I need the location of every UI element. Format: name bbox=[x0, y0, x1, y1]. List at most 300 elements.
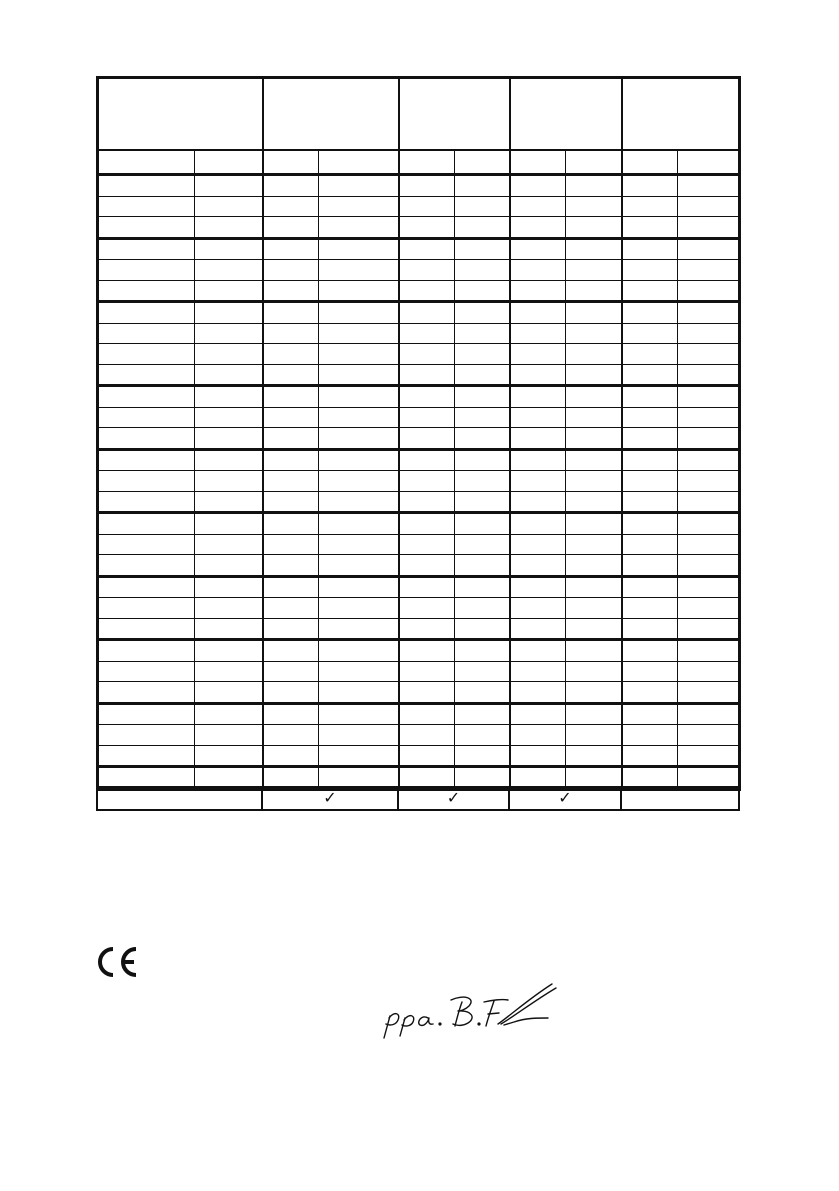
table-cell bbox=[622, 640, 678, 662]
sub-header-cell bbox=[263, 150, 319, 175]
table-row bbox=[98, 576, 740, 598]
table-cell bbox=[678, 471, 740, 492]
table-cell bbox=[510, 196, 566, 217]
signature bbox=[380, 978, 565, 1042]
table-cell bbox=[263, 196, 319, 217]
table-row bbox=[98, 534, 740, 555]
table-cell bbox=[399, 661, 455, 682]
table-cell bbox=[399, 323, 455, 344]
table-cell bbox=[399, 491, 455, 513]
table-cell bbox=[98, 428, 195, 450]
table-row bbox=[98, 407, 740, 428]
table-cell bbox=[263, 682, 319, 704]
table-cell bbox=[195, 196, 263, 217]
sub-header-row bbox=[98, 150, 740, 175]
table-cell bbox=[195, 386, 263, 408]
table-cell bbox=[319, 364, 399, 386]
sub-header-cell bbox=[98, 150, 195, 175]
table-cell bbox=[263, 513, 319, 535]
check-mark-cell bbox=[621, 787, 739, 810]
table-cell bbox=[399, 745, 455, 767]
table-cell bbox=[678, 576, 740, 598]
table-cell bbox=[98, 217, 195, 239]
table-cell bbox=[622, 471, 678, 492]
table-cell bbox=[263, 449, 319, 471]
table-cell bbox=[399, 344, 455, 365]
table-cell bbox=[678, 217, 740, 239]
table-row bbox=[98, 196, 740, 217]
table-cell bbox=[98, 598, 195, 619]
table-cell bbox=[195, 471, 263, 492]
table-cell bbox=[319, 471, 399, 492]
table-cell bbox=[263, 217, 319, 239]
table-cell bbox=[566, 260, 622, 281]
table-cell bbox=[622, 302, 678, 324]
table-cell bbox=[622, 555, 678, 577]
table-cell bbox=[195, 344, 263, 365]
table-cell bbox=[399, 471, 455, 492]
table-cell bbox=[622, 513, 678, 535]
table-cell bbox=[263, 323, 319, 344]
table-cell bbox=[319, 407, 399, 428]
table-cell bbox=[510, 576, 566, 598]
table-cell bbox=[399, 555, 455, 577]
table-cell bbox=[319, 640, 399, 662]
table-cell bbox=[510, 661, 566, 682]
table-cell bbox=[263, 175, 319, 197]
table-cell bbox=[98, 661, 195, 682]
table-cell bbox=[678, 175, 740, 197]
table-cell bbox=[399, 280, 455, 302]
table-cell bbox=[455, 703, 510, 725]
table-cell bbox=[678, 640, 740, 662]
table-cell bbox=[455, 175, 510, 197]
table-cell bbox=[263, 302, 319, 324]
table-cell bbox=[98, 618, 195, 640]
table-cell bbox=[622, 428, 678, 450]
table-row bbox=[98, 302, 740, 324]
table-cell bbox=[566, 471, 622, 492]
table-cell bbox=[319, 598, 399, 619]
table-cell bbox=[263, 407, 319, 428]
table-cell bbox=[98, 323, 195, 344]
table-cell bbox=[195, 260, 263, 281]
table-cell bbox=[399, 703, 455, 725]
table-row bbox=[98, 175, 740, 197]
table-cell bbox=[678, 428, 740, 450]
table-cell bbox=[195, 280, 263, 302]
check-mark-cell: ✓ bbox=[509, 787, 621, 810]
table-cell bbox=[195, 175, 263, 197]
table-cell bbox=[510, 471, 566, 492]
table-cell bbox=[195, 513, 263, 535]
table-cell bbox=[98, 260, 195, 281]
table-cell bbox=[263, 598, 319, 619]
table-cell bbox=[319, 745, 399, 767]
table-cell bbox=[566, 618, 622, 640]
table-cell bbox=[510, 323, 566, 344]
table-cell bbox=[455, 196, 510, 217]
group-header-cell bbox=[510, 78, 622, 151]
table-cell bbox=[319, 661, 399, 682]
table-cell bbox=[510, 703, 566, 725]
table-cell bbox=[195, 534, 263, 555]
table-cell bbox=[399, 598, 455, 619]
table-cell bbox=[263, 534, 319, 555]
table-cell bbox=[510, 280, 566, 302]
check-mark-cell: ✓ bbox=[262, 787, 398, 810]
table-cell bbox=[399, 576, 455, 598]
table-cell bbox=[622, 280, 678, 302]
table-cell bbox=[622, 386, 678, 408]
table-row bbox=[98, 618, 740, 640]
table-cell bbox=[678, 407, 740, 428]
table-row bbox=[98, 364, 740, 386]
table-cell bbox=[622, 725, 678, 746]
table-cell bbox=[678, 260, 740, 281]
table-cell bbox=[678, 618, 740, 640]
table-cell bbox=[678, 682, 740, 704]
table-cell bbox=[510, 217, 566, 239]
table-cell bbox=[98, 364, 195, 386]
table-cell bbox=[399, 386, 455, 408]
sub-header-cell bbox=[455, 150, 510, 175]
table-cell bbox=[566, 491, 622, 513]
table-cell bbox=[510, 534, 566, 555]
table-row bbox=[98, 217, 740, 239]
table-cell bbox=[319, 238, 399, 260]
table-cell bbox=[455, 407, 510, 428]
table-cell bbox=[510, 682, 566, 704]
table-cell bbox=[622, 534, 678, 555]
table-cell bbox=[678, 661, 740, 682]
table-cell bbox=[455, 576, 510, 598]
table-cell bbox=[455, 555, 510, 577]
table-cell bbox=[195, 323, 263, 344]
table-cell bbox=[455, 513, 510, 535]
compatibility-check-row bbox=[96, 786, 740, 811]
table-cell bbox=[98, 238, 195, 260]
table-row bbox=[98, 471, 740, 492]
table-cell bbox=[195, 661, 263, 682]
table-cell bbox=[263, 364, 319, 386]
table-cell bbox=[455, 280, 510, 302]
table-cell bbox=[319, 280, 399, 302]
table-cell bbox=[622, 449, 678, 471]
table-cell bbox=[455, 449, 510, 471]
table-cell bbox=[98, 682, 195, 704]
table-cell bbox=[98, 513, 195, 535]
table-cell bbox=[622, 598, 678, 619]
table-cell bbox=[510, 428, 566, 450]
table-row bbox=[98, 238, 740, 260]
table-cell bbox=[263, 555, 319, 577]
table-cell bbox=[263, 471, 319, 492]
table-cell bbox=[195, 598, 263, 619]
table-cell bbox=[566, 555, 622, 577]
table-cell bbox=[678, 364, 740, 386]
table-cell bbox=[263, 745, 319, 767]
table-cell bbox=[678, 745, 740, 767]
table-cell bbox=[319, 428, 399, 450]
sub-header-cell bbox=[195, 150, 263, 175]
sub-header-cell bbox=[399, 150, 455, 175]
table-cell bbox=[319, 323, 399, 344]
table-cell bbox=[98, 302, 195, 324]
table-cell bbox=[319, 175, 399, 197]
table-cell bbox=[455, 386, 510, 408]
table-cell bbox=[195, 238, 263, 260]
table-cell bbox=[98, 576, 195, 598]
table-cell bbox=[195, 576, 263, 598]
table-cell bbox=[566, 576, 622, 598]
table-cell bbox=[622, 407, 678, 428]
table-cell bbox=[510, 175, 566, 197]
sub-header-cell bbox=[566, 150, 622, 175]
table-cell bbox=[263, 344, 319, 365]
table-cell bbox=[455, 302, 510, 324]
table-cell bbox=[622, 175, 678, 197]
table-cell bbox=[98, 725, 195, 746]
table-cell bbox=[510, 491, 566, 513]
table-cell bbox=[622, 238, 678, 260]
table-row bbox=[98, 344, 740, 365]
table-cell bbox=[566, 323, 622, 344]
table-cell bbox=[263, 280, 319, 302]
table-cell bbox=[319, 555, 399, 577]
table-cell bbox=[263, 428, 319, 450]
table-cell bbox=[455, 682, 510, 704]
table-cell bbox=[455, 491, 510, 513]
spec-table bbox=[96, 76, 741, 791]
table-cell bbox=[622, 618, 678, 640]
table-cell bbox=[678, 323, 740, 344]
table-cell bbox=[510, 745, 566, 767]
table-cell bbox=[678, 386, 740, 408]
table-row bbox=[98, 513, 740, 535]
table-cell bbox=[455, 238, 510, 260]
table-cell bbox=[399, 407, 455, 428]
group-header-cell bbox=[622, 78, 740, 151]
table-cell bbox=[510, 386, 566, 408]
table-cell bbox=[566, 175, 622, 197]
table-cell bbox=[319, 386, 399, 408]
table-cell bbox=[399, 640, 455, 662]
table-cell bbox=[510, 640, 566, 662]
table-cell bbox=[510, 344, 566, 365]
table-cell bbox=[455, 471, 510, 492]
table-cell bbox=[678, 280, 740, 302]
sub-header-cell bbox=[622, 150, 678, 175]
table-cell bbox=[399, 196, 455, 217]
table-cell bbox=[455, 428, 510, 450]
table-cell bbox=[263, 640, 319, 662]
table-cell bbox=[678, 344, 740, 365]
table-cell bbox=[98, 449, 195, 471]
table-row bbox=[98, 703, 740, 725]
table-cell bbox=[622, 217, 678, 239]
table-cell bbox=[622, 323, 678, 344]
table-cell bbox=[98, 745, 195, 767]
table-cell bbox=[319, 576, 399, 598]
table-cell bbox=[678, 555, 740, 577]
table-cell bbox=[319, 725, 399, 746]
table-cell bbox=[566, 598, 622, 619]
table-cell bbox=[510, 260, 566, 281]
ce-mark-logo bbox=[95, 946, 139, 978]
table-row bbox=[98, 260, 740, 281]
table-cell bbox=[566, 703, 622, 725]
table-cell bbox=[263, 703, 319, 725]
table-cell bbox=[566, 661, 622, 682]
table-row bbox=[98, 661, 740, 682]
table-cell bbox=[98, 280, 195, 302]
table-cell bbox=[455, 217, 510, 239]
table-cell bbox=[319, 703, 399, 725]
table-cell bbox=[566, 238, 622, 260]
table-row bbox=[98, 280, 740, 302]
table-cell bbox=[399, 618, 455, 640]
table-cell bbox=[566, 534, 622, 555]
table-cell bbox=[319, 302, 399, 324]
table-cell bbox=[195, 703, 263, 725]
table-cell bbox=[566, 428, 622, 450]
table-cell bbox=[399, 217, 455, 239]
table-cell bbox=[195, 217, 263, 239]
table-cell bbox=[566, 682, 622, 704]
table-cell bbox=[678, 238, 740, 260]
table-cell bbox=[98, 640, 195, 662]
table-cell bbox=[195, 618, 263, 640]
table-cell bbox=[399, 428, 455, 450]
table-cell bbox=[195, 449, 263, 471]
table-cell bbox=[678, 703, 740, 725]
table-cell bbox=[399, 682, 455, 704]
table-cell bbox=[678, 449, 740, 471]
table-cell bbox=[98, 555, 195, 577]
table-cell bbox=[622, 661, 678, 682]
table-cell bbox=[263, 618, 319, 640]
table-cell bbox=[510, 407, 566, 428]
table-cell bbox=[319, 344, 399, 365]
table-cell bbox=[622, 344, 678, 365]
check-mark-cell: ✓ bbox=[398, 787, 509, 810]
table-cell bbox=[455, 598, 510, 619]
table-cell bbox=[566, 196, 622, 217]
group-header-cell bbox=[263, 78, 399, 151]
table-row bbox=[98, 598, 740, 619]
table-cell bbox=[195, 407, 263, 428]
table-cell bbox=[319, 682, 399, 704]
table-cell bbox=[399, 364, 455, 386]
table-cell bbox=[510, 302, 566, 324]
sub-header-cell bbox=[510, 150, 566, 175]
table-cell bbox=[195, 640, 263, 662]
table-cell bbox=[319, 618, 399, 640]
table-cell bbox=[319, 534, 399, 555]
group-header-cell bbox=[98, 78, 263, 151]
table-cell bbox=[566, 640, 622, 662]
table-row bbox=[98, 449, 740, 471]
table-row bbox=[98, 682, 740, 704]
table-cell bbox=[263, 491, 319, 513]
table-cell bbox=[510, 618, 566, 640]
table-cell bbox=[263, 238, 319, 260]
table-cell bbox=[622, 745, 678, 767]
table-cell bbox=[678, 491, 740, 513]
table-cell bbox=[566, 407, 622, 428]
table-cell bbox=[399, 513, 455, 535]
table-cell bbox=[566, 745, 622, 767]
table-cell bbox=[98, 534, 195, 555]
table-cell bbox=[678, 598, 740, 619]
group-header-row bbox=[98, 78, 740, 151]
table-cell bbox=[455, 725, 510, 746]
table-cell bbox=[622, 491, 678, 513]
table-cell bbox=[319, 449, 399, 471]
table-cell bbox=[678, 725, 740, 746]
table-cell bbox=[195, 302, 263, 324]
table-cell bbox=[98, 407, 195, 428]
table-cell bbox=[455, 364, 510, 386]
table-cell bbox=[195, 555, 263, 577]
table-cell bbox=[195, 491, 263, 513]
table-cell bbox=[510, 598, 566, 619]
table-cell bbox=[622, 576, 678, 598]
table-cell bbox=[319, 260, 399, 281]
table-cell bbox=[98, 703, 195, 725]
table-row bbox=[98, 725, 740, 746]
table-cell bbox=[455, 745, 510, 767]
table-cell bbox=[195, 725, 263, 746]
table-cell bbox=[195, 745, 263, 767]
table-cell bbox=[622, 682, 678, 704]
table-cell bbox=[622, 260, 678, 281]
table-cell bbox=[455, 661, 510, 682]
table-cell bbox=[399, 238, 455, 260]
table-cell bbox=[510, 725, 566, 746]
table-cell bbox=[510, 238, 566, 260]
table-cell bbox=[263, 386, 319, 408]
table-row bbox=[98, 323, 740, 344]
table-cell bbox=[98, 175, 195, 197]
table-cell bbox=[622, 364, 678, 386]
table-cell bbox=[399, 175, 455, 197]
table-cell bbox=[510, 449, 566, 471]
table-cell bbox=[678, 513, 740, 535]
table-cell bbox=[566, 217, 622, 239]
table-row bbox=[98, 386, 740, 408]
table-cell bbox=[319, 513, 399, 535]
table-row bbox=[98, 428, 740, 450]
group-header-cell bbox=[399, 78, 510, 151]
table-cell bbox=[455, 640, 510, 662]
table-cell bbox=[195, 682, 263, 704]
table-cell bbox=[195, 428, 263, 450]
table-cell bbox=[98, 386, 195, 408]
table-cell bbox=[566, 344, 622, 365]
table-cell bbox=[510, 555, 566, 577]
table-cell bbox=[566, 513, 622, 535]
table-row bbox=[98, 640, 740, 662]
table-cell bbox=[566, 449, 622, 471]
table-row bbox=[98, 745, 740, 767]
table-cell bbox=[263, 725, 319, 746]
table-cell bbox=[98, 491, 195, 513]
table-cell bbox=[566, 280, 622, 302]
table-cell bbox=[195, 364, 263, 386]
sub-header-cell bbox=[678, 150, 740, 175]
